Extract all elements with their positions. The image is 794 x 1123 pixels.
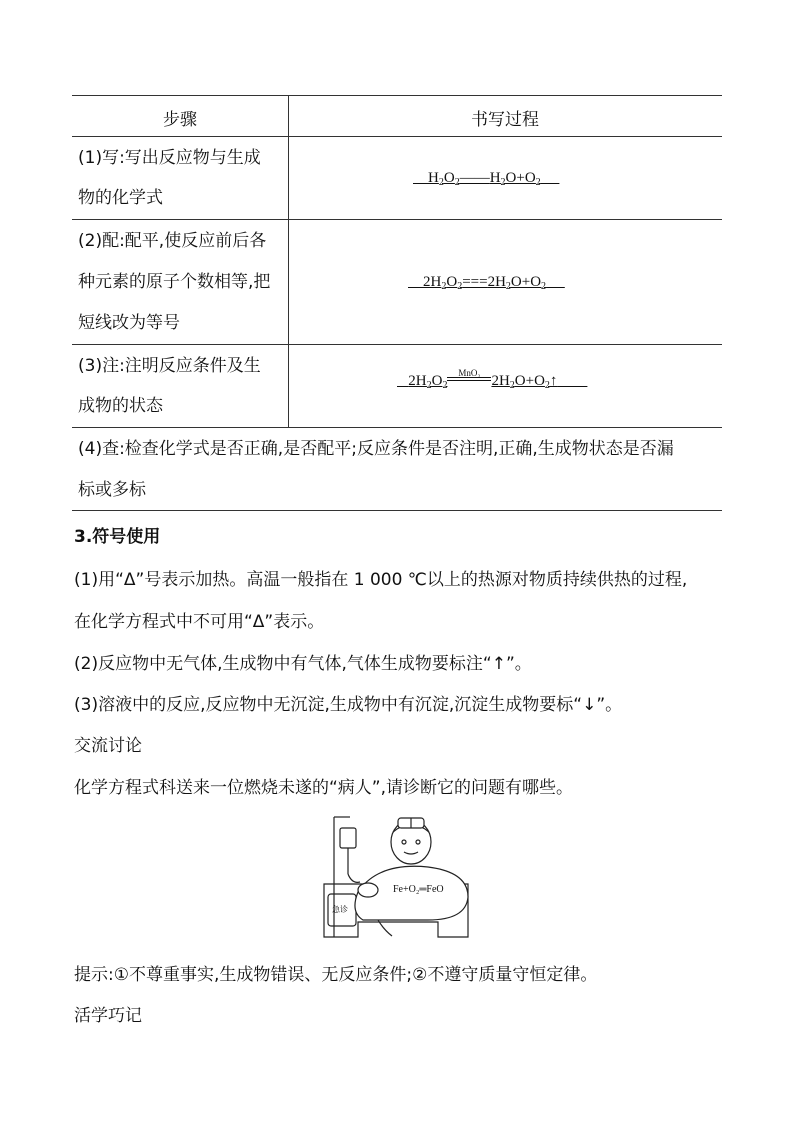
equation-3: $2H_2O_2$ MnO₂ $2H_2O+O_2↑$ <box>408 368 558 391</box>
hint-text: 提示:①不尊重事实,生成物错误、无反应条件;②不遵守质量守恒定律。 <box>74 965 598 985</box>
table-column-divider <box>288 95 289 427</box>
header-step: 步骤 <box>163 110 197 130</box>
step-3-text: (3)注:注明反应条件及生 成物的状态 <box>78 356 261 416</box>
patient-illustration <box>318 812 480 947</box>
equation-2: $2H_2O_2===2H_2O+O_2$ <box>423 274 547 292</box>
step-1-text: (1)写:写出反应物与生成 物的化学式 <box>78 148 261 208</box>
discussion-heading: 交流讨论 <box>74 736 142 756</box>
section-3-title: 3.符号使用 <box>74 527 161 547</box>
discussion-question: 化学方程式科送来一位燃烧未遂的“病人”,请诊断它的问题有哪些。 <box>74 778 574 798</box>
step-4-check-text: (4)查:检查化学式是否正确,是否配平;反应条件是否注明,正确,生成物状态是否漏 标或多标 <box>78 439 674 500</box>
equation-1: $H_2O_2——H_2O+O_2$ <box>428 170 541 188</box>
header-process: 书写过程 <box>471 110 539 130</box>
paragraph-1b: 在化学方程式中不可用“Δ”表示。 <box>74 612 325 632</box>
patient-cartoon-image <box>318 812 480 947</box>
tips-heading: 活学巧记 <box>74 1006 142 1026</box>
paragraph-3: (3)溶液中的反应,反应物中无沉淀,生成物中有沉淀,沉淀生成物要标“↓”。 <box>74 695 623 715</box>
step-2-text: (2)配:配平,使反应前后各 种元素的原子个数相等,把 短线改为等号 <box>78 231 271 333</box>
paragraph-1a: (1)用“Δ”号表示加热。高温一般指在 1 000 ℃以上的热源对物质持续供热的过程, <box>74 570 688 590</box>
table-rule <box>72 344 722 345</box>
table-rule <box>72 95 722 96</box>
figure-equation: Fe+O₂═FeO <box>393 884 444 895</box>
paragraph-2: (2)反应物中无气体,生成物中有气体,气体生成物要标注“↑”。 <box>74 654 532 674</box>
emergency-sign: 急诊 <box>332 905 348 914</box>
table-rule <box>72 219 722 220</box>
table-rule <box>72 427 722 428</box>
table-rule <box>72 136 722 137</box>
